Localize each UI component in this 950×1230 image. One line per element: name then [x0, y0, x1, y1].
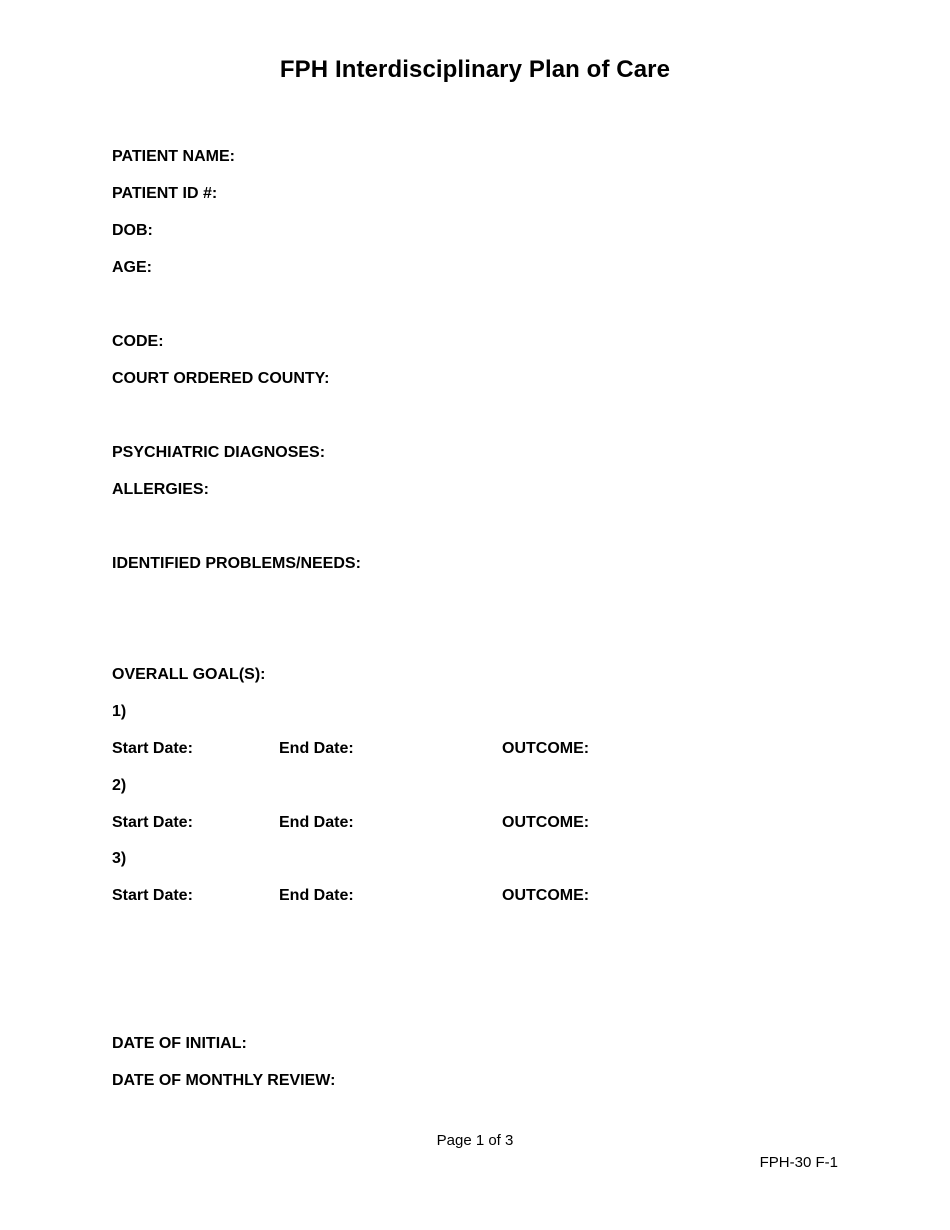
patient-name-label: PATIENT NAME: — [112, 148, 235, 165]
goal-number: 1) — [112, 703, 127, 720]
form-code: FPH-30 F-1 — [759, 1154, 838, 1171]
goal-end-date-label: End Date: — [279, 887, 354, 904]
page-title: FPH Interdisciplinary Plan of Care — [279, 56, 671, 83]
patient-id-label: PATIENT ID #: — [112, 185, 218, 202]
date-of-initial-label: DATE OF INITIAL: — [112, 1035, 247, 1052]
code-label: CODE: — [112, 333, 164, 350]
goal-outcome-label: OUTCOME: — [502, 740, 590, 757]
overall-goals-heading: OVERALL GOAL(S): — [112, 666, 266, 683]
psychiatric-diagnoses-label: PSYCHIATRIC DIAGNOSES: — [112, 444, 326, 461]
dob-label: DOB: — [112, 222, 153, 239]
court-ordered-county-label: COURT ORDERED COUNTY: — [112, 370, 330, 387]
goal-start-date-label: Start Date: — [112, 887, 193, 904]
goal-outcome-label: OUTCOME: — [502, 887, 590, 904]
page-number: Page 1 of 3 — [436, 1132, 514, 1149]
identified-problems-label: IDENTIFIED PROBLEMS/NEEDS: — [112, 555, 361, 572]
goal-number: 2) — [112, 777, 127, 794]
age-label: AGE: — [112, 259, 152, 276]
date-of-monthly-review-label: DATE OF MONTHLY REVIEW: — [112, 1072, 336, 1089]
goal-number: 3) — [112, 850, 127, 867]
goal-start-date-label: Start Date: — [112, 814, 193, 831]
goal-outcome-label: OUTCOME: — [502, 814, 590, 831]
goal-end-date-label: End Date: — [279, 814, 354, 831]
goal-end-date-label: End Date: — [279, 740, 354, 757]
goal-start-date-label: Start Date: — [112, 740, 193, 757]
allergies-label: ALLERGIES: — [112, 481, 209, 498]
